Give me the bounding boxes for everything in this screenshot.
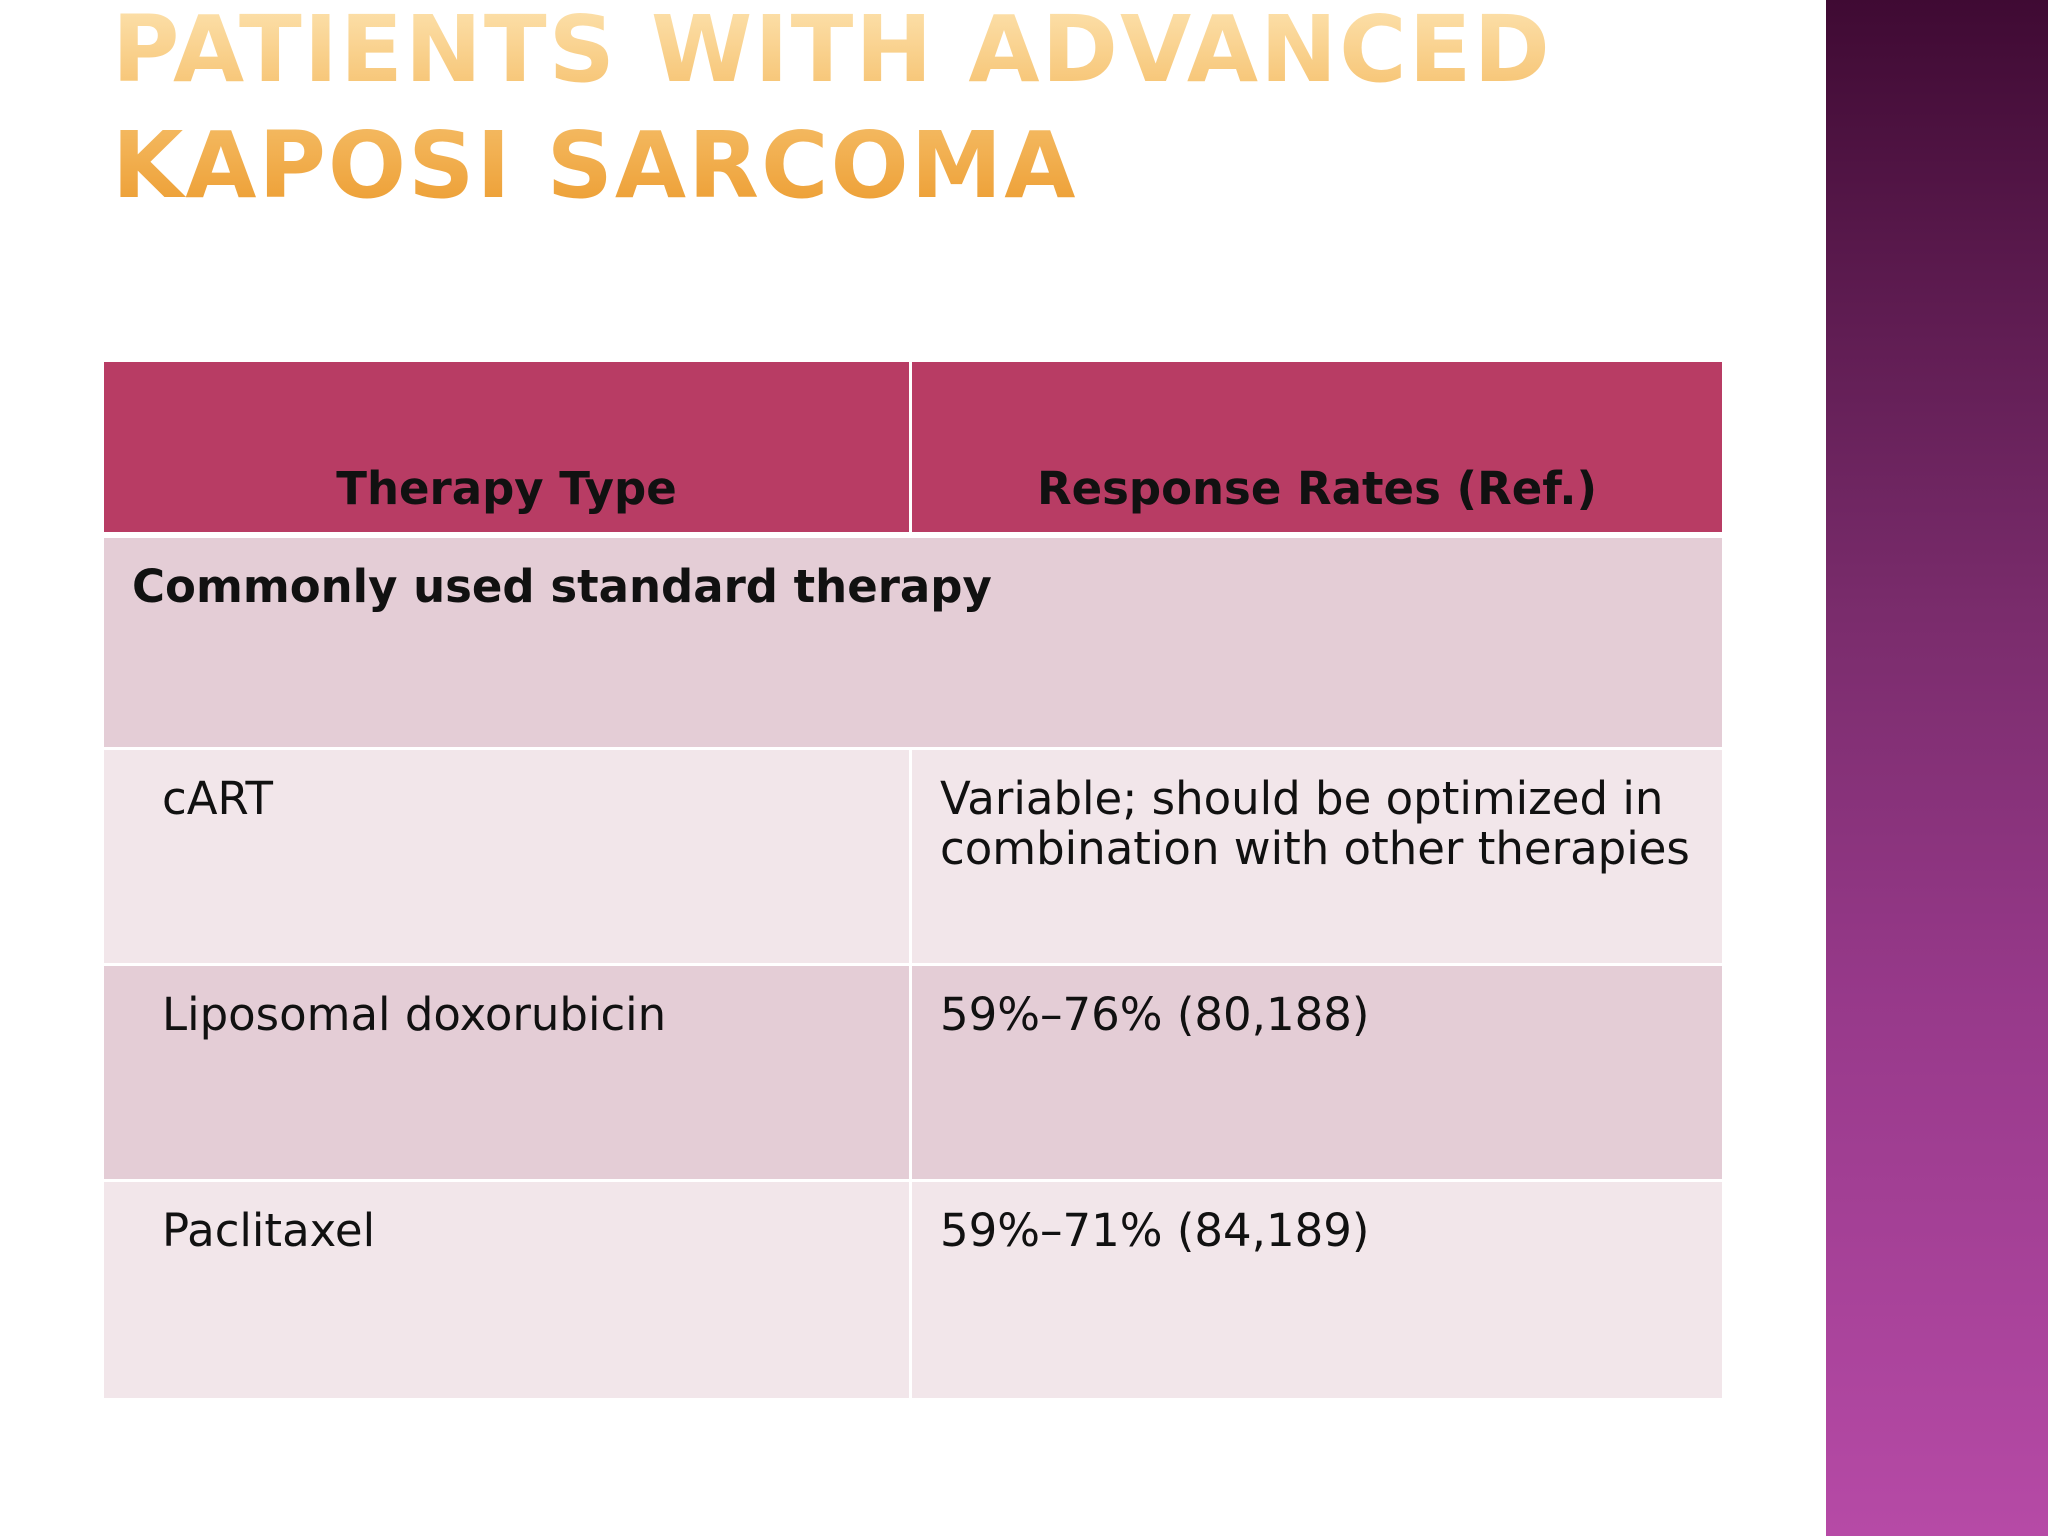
table-row bbox=[104, 966, 1722, 1182]
header-therapy-type: Therapy Type bbox=[104, 362, 912, 532]
table-row bbox=[104, 1182, 1722, 1398]
therapy-cell: cART bbox=[104, 750, 912, 966]
therapy-table bbox=[104, 362, 1722, 1398]
slide-title: PATIENTS WITH ADVANCED KAPOSI SARCOMA bbox=[112, 0, 1772, 224]
header-response-rates: Response Rates (Ref.) bbox=[912, 362, 1722, 532]
therapy-cell: Liposomal doxorubicin bbox=[104, 966, 912, 1182]
response-cell: 59%–71% (84,189) bbox=[912, 1182, 1722, 1398]
table-row bbox=[104, 750, 1722, 966]
table-header-row bbox=[104, 362, 1722, 538]
table-section-row bbox=[104, 538, 1722, 750]
response-cell: 59%–76% (80,188) bbox=[912, 966, 1722, 1182]
therapy-cell: Paclitaxel bbox=[104, 1182, 912, 1398]
response-cell: Variable; should be optimized in combination with other therapies bbox=[912, 750, 1722, 966]
decorative-side-band bbox=[1826, 0, 2048, 1536]
section-label: Commonly used standard therapy bbox=[104, 538, 1722, 750]
